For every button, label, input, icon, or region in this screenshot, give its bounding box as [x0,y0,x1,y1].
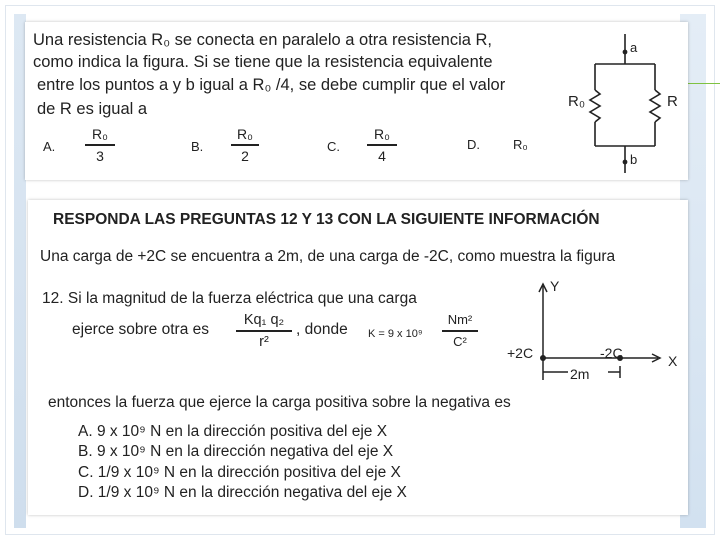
q2-answer-d: D. 1/9 x 10⁹ N en la dirección negativa del eje X [78,484,407,501]
q1-option-c-fraction [367,126,397,164]
node-b-label: b [630,152,638,167]
negative-charge-label: -2C [600,345,623,361]
formula-numerator: Kq₁ q₂ [243,312,285,328]
r0-label: R₀ [568,93,586,110]
section-header: RESPONDA LAS PREGUNTAS 12 Y 13 CON LA SIGUIENTE INFORMACIÓN [53,211,600,228]
q1-option-a-fraction [85,126,115,164]
q2-then-text: entonces la fuerza que ejerce la carga positiva sobre la negativa es [48,394,511,411]
q2-answer-c: C. 1/9 x 10⁹ N en la dirección positiva del eje X [78,464,401,481]
q1-option-b-num: R₀ [237,126,253,142]
q1-line-2: como indica la figura. Si se tiene que la resistencia equivalente [33,53,493,71]
fraction-bar [236,330,292,332]
decor-green-line [688,83,720,84]
fraction-bar [367,144,397,146]
fraction-bar [442,330,478,332]
q1-option-c-letter: C. [327,139,340,154]
q2-answer-a: A. 9 x 10⁹ N en la dirección positiva del eje X [78,423,388,440]
where-text: , donde [296,321,348,338]
k-units [442,312,478,350]
fraction-bar [85,144,115,146]
formula-denominator: r² [259,333,269,350]
q1-line-1: Una resistencia R₀ se conecta en paralelo a otra resistencia R, [33,31,492,49]
q1-option-a-letter: A. [43,139,56,154]
q2-answer-b: B. 9 x 10⁹ N en la dirección negativa del eje X [78,443,394,460]
r-label: R [667,93,678,110]
question-resistance-card [25,22,688,180]
x-axis-label: X [668,353,678,369]
q1-option-d-value: R₀ [513,137,528,152]
q1-option-a-num: R₀ [92,126,108,142]
question-coulomb-card [28,200,688,515]
k-unit-numerator: Nm² [447,312,473,327]
positive-charge-label: +2C [507,345,534,361]
q1-option-c-num: R₀ [374,126,390,142]
node-a-label: a [630,40,638,55]
q1-option-b-fraction [231,126,259,164]
coulomb-formula [236,312,292,350]
k-constant: K = 9 x 10⁹ [368,328,423,340]
q2-stem-line-2: ejerce sobre otra es [72,321,209,338]
q2-stem-line-1: 12. Si la magnitud de la fuerza eléctrica que una carga [42,290,417,307]
q1-line-4: de R es igual a [37,100,148,118]
fraction-bar [231,144,259,146]
q1-option-b-letter: B. [191,139,204,154]
q2-intro: Una carga de +2C se encuentra a 2m, de una carga de -2C, como muestra la figura [40,248,616,265]
k-unit-denominator: C² [453,333,467,349]
distance-label: 2m [570,366,590,382]
q1-option-d-letter: D. [467,137,480,152]
q1-option-b-den: 2 [241,148,249,164]
q1-option-a-den: 3 [96,148,104,164]
y-axis-label: Y [550,278,560,294]
q1-line-3: entre los puntos a y b igual a R₀ /4, se debe cumplir que el valor [37,76,506,94]
q1-option-c-den: 4 [378,148,386,164]
